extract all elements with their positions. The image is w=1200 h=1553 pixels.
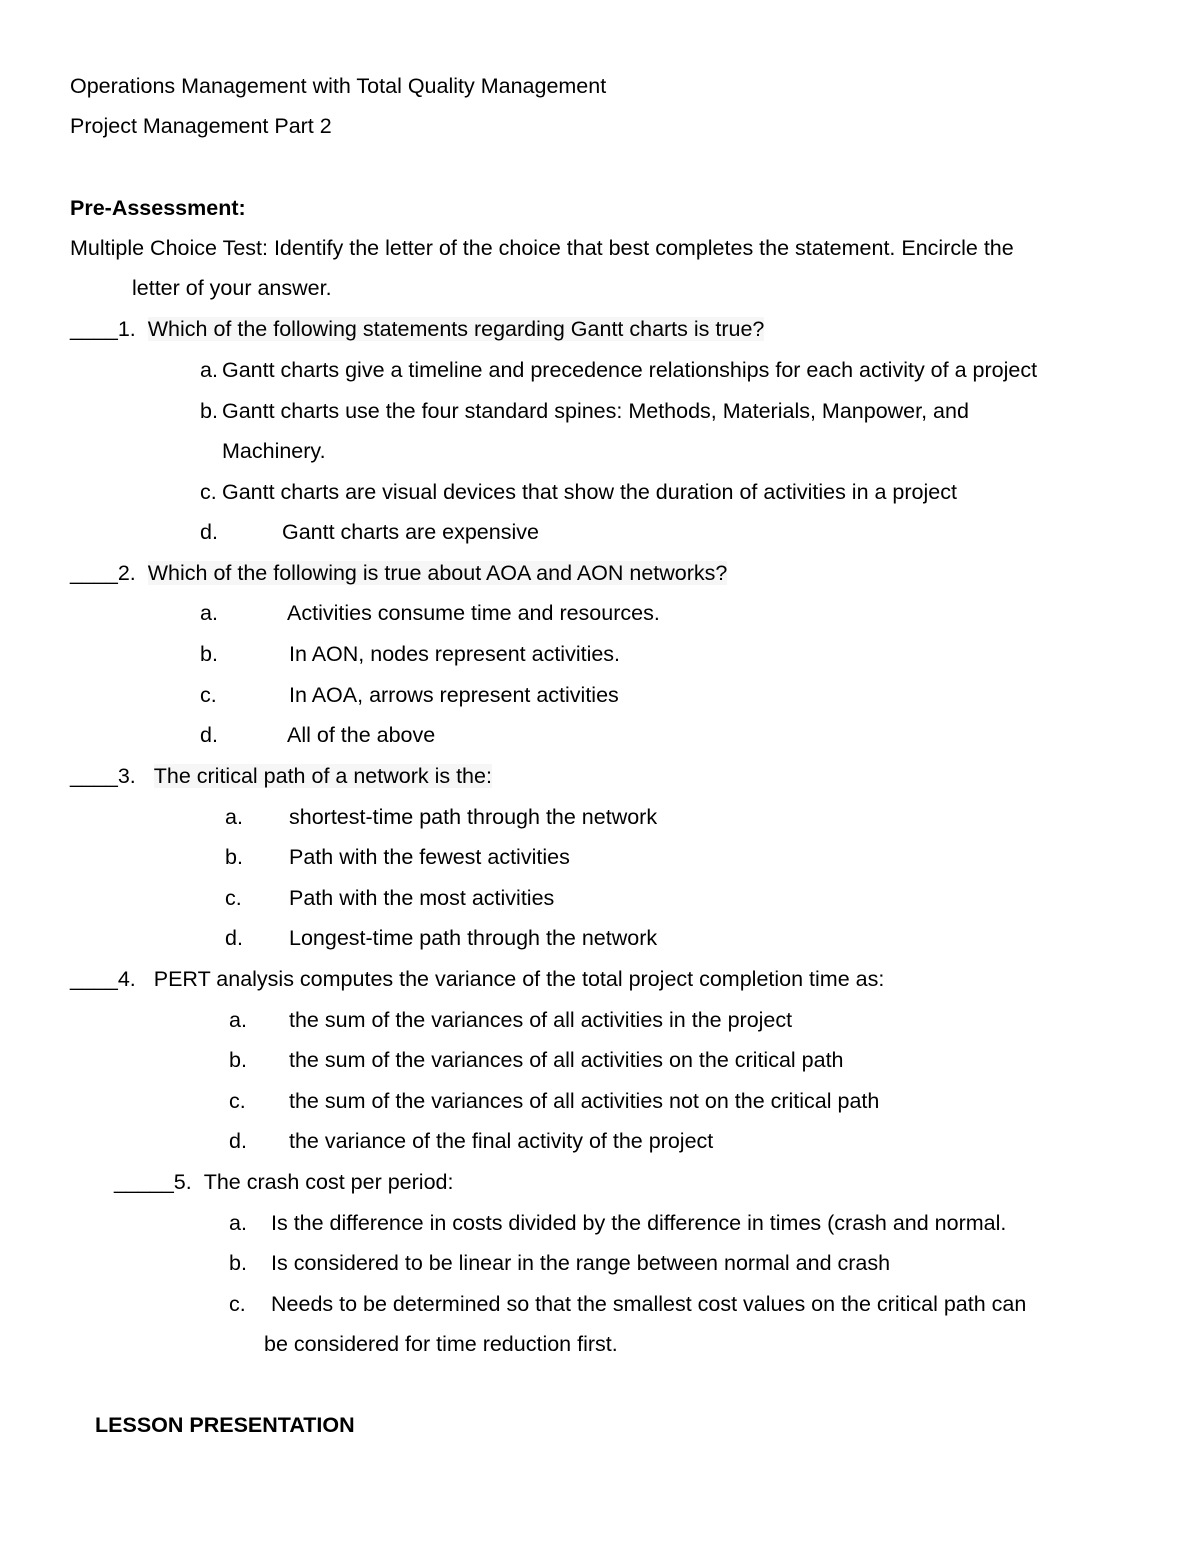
choice-1d <box>200 518 539 546</box>
choice-text: Gantt charts are visual devices that show the duration of activities in a project <box>222 480 957 504</box>
choice-5c <box>229 1290 1026 1318</box>
question-number: ____1. <box>70 317 136 341</box>
choice-3b <box>225 843 570 871</box>
choice-text: Is considered to be linear in the range between normal and crash <box>271 1251 891 1275</box>
choice-text: In AOA, arrows represent activities <box>289 683 619 707</box>
choice-2d <box>200 721 435 749</box>
question-number: _____5. <box>114 1170 192 1194</box>
choice-letter: b. <box>200 642 218 666</box>
choice-1a <box>200 356 1037 384</box>
choice-1c <box>200 478 957 506</box>
question-5 <box>114 1168 453 1196</box>
course-title: Operations Management with Total Quality Management <box>70 74 607 98</box>
choice-letter: b. <box>229 1251 247 1275</box>
lesson-heading: LESSON PRESENTATION <box>95 1413 355 1437</box>
question-text: The critical path of a network is the: <box>153 764 492 788</box>
choice-text: Needs to be determined so that the smallest cost values on the critical path can <box>271 1292 1027 1316</box>
choice-letter: b. <box>225 845 243 869</box>
pre-assessment-heading: Pre-Assessment: <box>70 196 246 220</box>
choice-text: All of the above <box>287 723 436 747</box>
choice-letter: c. <box>200 480 217 504</box>
choice-4d <box>229 1127 713 1155</box>
choice-text: the variance of the final activity of the project <box>289 1129 714 1153</box>
choice-2a <box>200 599 660 627</box>
question-number: ____3. <box>70 764 136 788</box>
choice-4b <box>229 1046 844 1074</box>
instructions-line-2: letter of your answer. <box>132 276 332 300</box>
choice-3a <box>225 803 657 831</box>
question-text: Which of the following is true about AOA and AON networks? <box>147 561 728 585</box>
choice-letter: d. <box>229 1129 247 1153</box>
choice-text: In AON, nodes represent activities. <box>289 642 621 666</box>
choice-letter: c. <box>229 1089 246 1113</box>
choice-text: Gantt charts are expensive <box>282 520 539 544</box>
choice-letter: b. <box>200 399 218 423</box>
choice-4a <box>229 1006 792 1034</box>
choice-4c <box>229 1087 879 1115</box>
choice-text: Activities consume time and resources. <box>287 601 660 625</box>
question-2 <box>70 559 727 587</box>
choice-text: Path with the fewest activities <box>289 845 570 869</box>
choice-letter: c. <box>200 683 217 707</box>
question-text: Which of the following statements regarding Gantt charts is true? <box>147 317 765 341</box>
choice-2c <box>200 681 619 709</box>
choice-text: Gantt charts use the four standard spines: Methods, Materials, Manpower, and <box>222 399 969 423</box>
choice-3d <box>225 924 657 952</box>
choice-letter: d. <box>200 723 218 747</box>
choice-2b <box>200 640 620 668</box>
choice-3c <box>225 884 554 912</box>
choice-letter: c. <box>229 1292 246 1316</box>
choice-letter: a. <box>229 1008 247 1032</box>
choice-text: the sum of the variances of all activities not on the critical path <box>289 1089 880 1113</box>
choice-5c-continuation: be considered for time reduction first. <box>264 1332 618 1356</box>
choice-letter: a. <box>229 1211 247 1235</box>
choice-letter: b. <box>229 1048 247 1072</box>
choice-5b <box>229 1249 890 1277</box>
choice-1b <box>200 397 969 425</box>
document-subtitle: Project Management Part 2 <box>70 114 332 138</box>
choice-1b-continuation: Machinery. <box>222 439 326 463</box>
choice-letter: a. <box>225 805 243 829</box>
choice-letter: a. <box>200 601 218 625</box>
choice-text: shortest-time path through the network <box>289 805 658 829</box>
choice-text: the sum of the variances of all activities on the critical path <box>289 1048 844 1072</box>
choice-5a <box>229 1209 1006 1237</box>
question-number: ____2. <box>70 561 136 585</box>
question-text: The crash cost per period: <box>203 1170 454 1194</box>
choice-letter: d. <box>200 520 218 544</box>
choice-text: Is the difference in costs divided by the difference in times (crash and normal. <box>271 1211 1007 1235</box>
choice-text: Path with the most activities <box>289 886 555 910</box>
choice-letter: c. <box>225 886 242 910</box>
question-text: PERT analysis computes the variance of the total project completion time as: <box>153 967 885 991</box>
instructions-line-1: Multiple Choice Test: Identify the letter of the choice that best completes the statement. Encircle the <box>70 236 1014 260</box>
choice-text: the sum of the variances of all activities in the project <box>289 1008 793 1032</box>
choice-text: Gantt charts give a timeline and precedence relationships for each activity of a project <box>222 358 1038 382</box>
question-4 <box>70 965 884 993</box>
choice-letter: a. <box>200 358 218 382</box>
question-number: ____4. <box>70 967 136 991</box>
choice-text: Longest-time path through the network <box>289 926 658 950</box>
question-1 <box>70 315 764 343</box>
choice-letter: d. <box>225 926 243 950</box>
question-3 <box>70 762 492 790</box>
